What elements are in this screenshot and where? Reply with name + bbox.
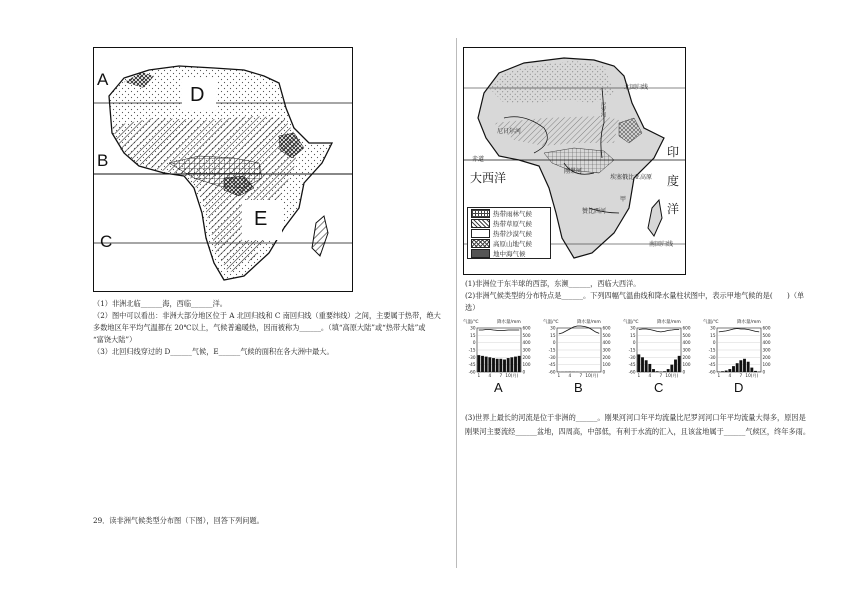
- month-tick: 1: [557, 373, 561, 378]
- temp-tick: -45: [548, 362, 556, 368]
- chart-letter-label: B: [574, 380, 583, 395]
- left-question-2-line1: （2）图中可以看出：非洲大部分地区位于 A 北回归线和 C 南回归线（重要纬线）之间，主要属于热带，绝大: [93, 311, 441, 320]
- temp-tick: -60: [468, 369, 476, 375]
- precip-bar: [663, 371, 666, 372]
- temp-tick: 30: [470, 325, 476, 331]
- left-question-2-line3: “富饶大陆”）: [93, 335, 137, 344]
- right-question-2-line1: (2)非洲气候类型的分布特点是______。下列四幅气温曲线和降水量柱状图中，表示甲地气候的是( )（单: [465, 291, 805, 300]
- temp-tick: 15: [630, 332, 636, 338]
- temp-tick: -30: [708, 354, 716, 360]
- temp-tick: -45: [628, 362, 636, 368]
- month-tick: 4: [728, 373, 732, 378]
- precip-bar: [477, 355, 480, 372]
- precip-bar: [485, 357, 488, 372]
- month-tick: 10(月): [505, 373, 519, 378]
- precip-axis-label: 降水量/mm: [497, 320, 521, 325]
- temperature-line: [479, 330, 519, 331]
- equator-label: 赤道: [472, 156, 485, 163]
- map-label-a: A: [97, 70, 109, 89]
- precip-tick: 100: [522, 362, 531, 368]
- indian-label-1: 印: [667, 145, 680, 159]
- left-question-3: （3）北回归线穿过的 D______气候，E______气候的面积在各大洲中最大。: [93, 347, 334, 356]
- niger-label: 尼日尔河: [497, 128, 522, 135]
- legend-swatch-cross: [471, 239, 490, 248]
- temp-tick: 0: [712, 340, 716, 346]
- ethiopia-label: 埃塞俄比亚高原: [610, 174, 653, 181]
- legend-swatch-grid: [471, 209, 490, 218]
- month-tick: 1: [477, 373, 481, 378]
- legend-item: [468, 208, 550, 218]
- temp-tick: -30: [548, 354, 556, 360]
- temp-tick: -60: [628, 369, 636, 375]
- map-label-c: C: [100, 232, 113, 251]
- month-tick: 1: [717, 373, 721, 378]
- precip-tick: 500: [762, 332, 771, 338]
- precip-bar: [670, 365, 673, 372]
- precip-bar: [492, 358, 495, 372]
- precip-bar: [743, 359, 746, 372]
- precip-tick: 500: [602, 332, 611, 338]
- temp-tick: -15: [628, 347, 636, 353]
- precip-bar: [481, 356, 484, 372]
- precip-tick: 200: [762, 354, 771, 360]
- month-tick: 1: [637, 373, 641, 378]
- precip-tick: 300: [602, 347, 611, 353]
- chart-svg: [623, 316, 697, 386]
- month-tick: 10(月): [585, 373, 599, 378]
- month-tick: 4: [568, 373, 572, 378]
- temperature-line: [719, 329, 759, 332]
- climate-chart-c: [623, 316, 697, 412]
- temperature-line: [639, 329, 679, 332]
- precip-tick: 300: [762, 347, 771, 353]
- precip-tick: 400: [602, 340, 611, 346]
- month-tick: 10(月): [665, 373, 679, 378]
- precip-bar: [747, 362, 750, 372]
- chart-letter-label: C: [654, 380, 664, 395]
- left-question-2-line2: 多数地区年平均气温都在 20℃以上，气候普遍暖热，因而被称为______。（填“高原大陆”或“热带大陆”或: [93, 323, 426, 332]
- temp-tick: 15: [710, 332, 716, 338]
- precip-tick: 0: [522, 369, 526, 375]
- precip-bar: [739, 360, 742, 372]
- legend-item: [468, 248, 550, 258]
- precip-bar: [514, 357, 517, 372]
- precip-tick: 500: [522, 332, 531, 338]
- climate-chart-a: [463, 316, 537, 412]
- precip-tick: 0: [682, 369, 686, 375]
- chart-letter-label: A: [494, 380, 503, 395]
- precip-tick: 0: [762, 369, 766, 375]
- temp-tick: 15: [550, 332, 556, 338]
- month-tick: 7: [499, 373, 503, 378]
- right-question-3-line2: 刚果河主要流经______盆地，四周高，中部低，有利于水流的汇入，且该盆地属于______气候区，终年多雨。: [465, 427, 811, 436]
- congo-label: 刚果河: [564, 168, 583, 175]
- precip-axis-label: 降水量/mm: [737, 320, 761, 325]
- temp-tick: -45: [708, 362, 716, 368]
- chart-svg: [703, 316, 777, 386]
- indian-label-3: 洋: [667, 202, 680, 216]
- temp-tick: -30: [468, 354, 476, 360]
- legend-item: [468, 238, 550, 248]
- month-tick: 10(月): [745, 373, 759, 378]
- indian-label-2: 度: [667, 174, 680, 188]
- chart-letter-label: D: [734, 380, 744, 395]
- temp-tick: 30: [630, 325, 636, 331]
- precip-axis-label: 降水量/mm: [577, 320, 601, 325]
- precip-tick: 100: [762, 362, 771, 368]
- precip-bar: [648, 364, 651, 372]
- temp-tick: 0: [472, 340, 476, 346]
- left-climate-map: [93, 47, 353, 292]
- right-question-3-line1: (3)世界上最长的河流是位于非洲的______。刚果河河口年平均流量比尼罗河河口年平均流量大得多，原因是: [465, 413, 806, 422]
- temp-tick: -30: [628, 354, 636, 360]
- south-tropic-label: 南回归线: [649, 241, 674, 248]
- month-tick: 7: [739, 373, 743, 378]
- legend-item: [468, 228, 550, 238]
- legend-label: 热带沙漠气候: [493, 229, 532, 238]
- temp-tick: -60: [548, 369, 556, 375]
- zambezi-label: 赞比西河: [582, 208, 607, 215]
- month-tick: 7: [579, 373, 583, 378]
- temp-axis-label: 气温/℃: [703, 320, 719, 325]
- chart-svg: [463, 316, 537, 386]
- precip-bar: [678, 356, 681, 372]
- precip-tick: 0: [602, 369, 606, 375]
- legend-label: 热带草原气候: [493, 219, 532, 228]
- precip-bar: [728, 369, 731, 372]
- temp-tick: 30: [710, 325, 716, 331]
- temp-tick: -15: [708, 347, 716, 353]
- temp-tick: 0: [552, 340, 556, 346]
- precip-bar: [637, 354, 640, 372]
- temp-tick: 0: [632, 340, 636, 346]
- precip-bar: [641, 357, 644, 372]
- month-tick: 4: [648, 373, 652, 378]
- legend-swatch-diag: [471, 219, 490, 228]
- precip-axis-label: 降水量/mm: [657, 320, 681, 325]
- precip-tick: 600: [762, 325, 771, 331]
- precip-tick: 300: [682, 347, 691, 353]
- climate-chart-b: [543, 316, 617, 412]
- precip-bar: [645, 360, 648, 372]
- precip-bar: [736, 363, 739, 372]
- precip-bar: [652, 369, 655, 372]
- jia-label: 甲: [620, 196, 627, 203]
- legend-label: 热带雨林气候: [493, 209, 532, 218]
- right-climate-map: [463, 47, 686, 275]
- month-tick: 7: [659, 373, 663, 378]
- atlantic-label: 大西洋: [470, 171, 507, 185]
- map-label-b: B: [97, 151, 109, 170]
- map-label-d: D: [190, 84, 205, 106]
- temp-axis-label: 气温/℃: [543, 320, 559, 325]
- precip-tick: 400: [682, 340, 691, 346]
- precip-bar: [507, 358, 510, 372]
- precip-bar: [656, 371, 659, 372]
- legend-label: 高原山地气候: [493, 239, 532, 248]
- temp-axis-label: 气温/℃: [463, 320, 479, 325]
- precip-tick: 600: [522, 325, 531, 331]
- precip-bar: [496, 359, 499, 372]
- precip-bar: [667, 369, 670, 372]
- north-tropic-label: 北回归线: [624, 84, 649, 91]
- temp-tick: -15: [548, 347, 556, 353]
- africa-map-left: [94, 48, 352, 291]
- precip-bar: [725, 371, 728, 372]
- temp-tick: -45: [468, 362, 476, 368]
- precip-bar: [674, 360, 677, 372]
- precip-tick: 300: [522, 347, 531, 353]
- chart-svg: [543, 316, 617, 386]
- precip-tick: 600: [682, 325, 691, 331]
- right-question-2-line2: 选）: [465, 303, 480, 312]
- precip-bar: [754, 371, 757, 372]
- precip-tick: 600: [602, 325, 611, 331]
- temp-tick: 15: [470, 332, 476, 338]
- precip-tick: 100: [682, 362, 691, 368]
- precip-tick: 200: [682, 354, 691, 360]
- precip-bar: [721, 371, 724, 372]
- precip-tick: 200: [522, 354, 531, 360]
- temp-tick: -15: [468, 347, 476, 353]
- column-divider: [456, 38, 457, 568]
- precip-tick: 200: [602, 354, 611, 360]
- question-29: 29．读非洲气候类型分布图（下图），回答下列问题。: [93, 516, 264, 525]
- precip-tick: 500: [682, 332, 691, 338]
- temp-axis-label: 气温/℃: [623, 320, 639, 325]
- temp-tick: -60: [708, 369, 716, 375]
- precip-bar: [503, 360, 506, 372]
- nile-label: 尼罗河: [600, 102, 606, 117]
- precip-tick: 400: [762, 340, 771, 346]
- precip-tick: 400: [522, 340, 531, 346]
- month-tick: 4: [488, 373, 492, 378]
- legend-swatch-blank: [471, 229, 490, 238]
- right-question-1: (1)非洲位于东半球的西部，东濒______，西临大西洋。: [465, 279, 641, 288]
- left-question-1: （1）非洲北临______海，西临______洋。: [93, 299, 227, 308]
- precip-bar: [750, 368, 753, 372]
- precip-bar: [518, 356, 521, 372]
- legend-swatch-dense: [471, 249, 490, 258]
- precip-bar: [488, 357, 491, 372]
- temperature-line: [559, 326, 599, 334]
- precip-bar: [732, 366, 735, 372]
- temp-tick: 30: [550, 325, 556, 331]
- legend-label: 地中海气候: [493, 249, 526, 258]
- precip-tick: 100: [602, 362, 611, 368]
- precip-bar: [510, 357, 513, 372]
- climate-chart-d: [703, 316, 777, 412]
- precip-bar: [499, 359, 502, 372]
- legend-item: [468, 218, 550, 228]
- map-label-e: E: [254, 208, 268, 230]
- map-legend: [467, 207, 551, 259]
